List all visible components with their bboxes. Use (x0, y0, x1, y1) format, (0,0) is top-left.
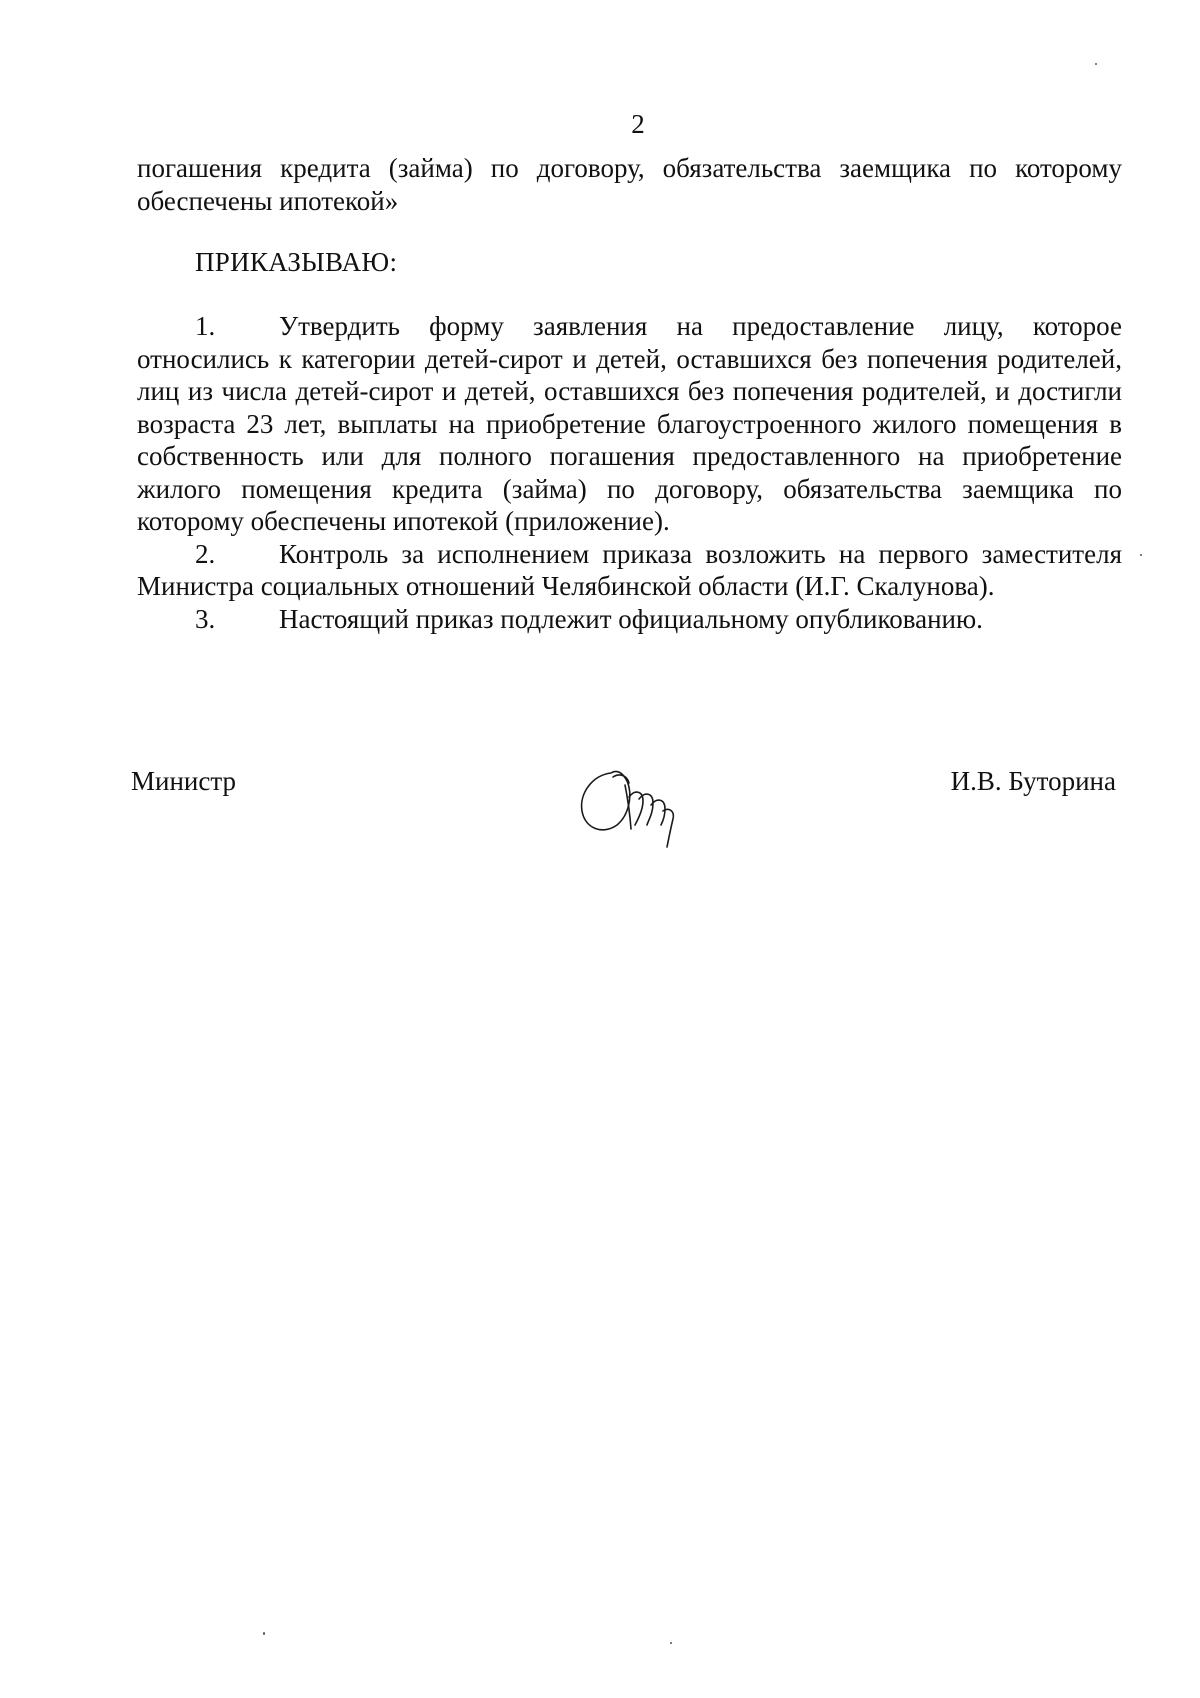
order-item-number: 1. (195, 311, 216, 341)
order-item-number: 2. (195, 538, 216, 569)
scan-speck (1095, 63, 1097, 65)
handwritten-signature (573, 755, 703, 850)
signature-block (131, 755, 1116, 845)
signatory-name: И.В. Буторина (950, 766, 1116, 796)
intro-paragraph-tail: погашения кредита (займа) по договору, обязательства заемщика по которому обеспечены ипотекой» (137, 153, 1122, 216)
order-item-number: 3. (195, 603, 216, 634)
order-item-text: Настоящий приказ подлежит официальному опубликованию. (279, 603, 983, 634)
order-items (137, 310, 1122, 635)
signatory-title: Министр (131, 766, 236, 796)
order-item (137, 538, 1122, 603)
order-item (137, 310, 1122, 538)
scan-speck (263, 1632, 265, 1635)
order-item-text: Утвердить форму заявления на предоставление лицу, которое относились к категории детей-сирот и детей, оставшихся без попечения родителей, лиц из числа детей-сирот и детей, оставшихся без попечения родителей, и достигли возраста 23 лет, выплаты на приобретение благоустроенного жилого помещения в собственность или для полного погашения предоставленного на приобретение жилого помещения кредита (займа) по договору, обязательства заемщика по которому обеспечены ипотекой (приложение). (137, 311, 1122, 536)
order-item (137, 603, 1122, 636)
scan-speck (670, 1642, 672, 1644)
order-item-text: Контроль за исполнением приказа возложить на первого заместителя Министра социальных отношений Челябинской области (И.Г. Скалунова). (137, 538, 1122, 601)
order-heading: ПРИКАЗЫВАЮ: (195, 247, 398, 277)
page-number: 2 (631, 109, 645, 139)
scan-speck (1140, 554, 1142, 556)
